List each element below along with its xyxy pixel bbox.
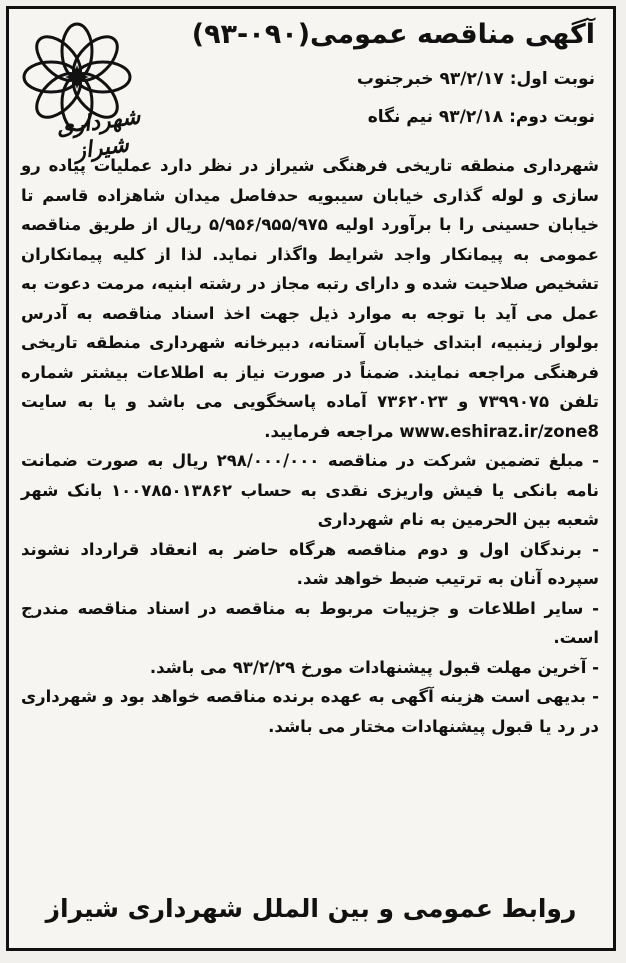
second-round-line: نوبت دوم: ۹۳/۲/۱۸ نیم نگاه [367,107,595,127]
notice-title: آگهی مناقصه عمومی(۰۹۰-۹۳) [191,19,595,50]
website-link[interactable]: www.eshiraz.ir/zone8 [399,421,599,441]
bullet-guarantee: - مبلغ تضمین شرکت در مناقصه ۲۹۸/۰۰۰/۰۰۰ ریال به صورت ضمانت نامه بانکی یا فیش واریزی نقدی به حساب ۱۰۰۷۸۵۰۱۳۸۶۲ بانک شهر شعبه بین الحرمین به نام شهرداری [21,451,600,529]
notice-body [21,151,599,741]
bullet-details: - سایر اطلاعات و جزییات مربوط به مناقصه در اسناد مناقصه مندرج است. [21,598,599,647]
municipality-logo [15,19,165,169]
bullet-deadline: - آخرین مهلت قبول پیشنهادات مورخ ۹۳/۲/۲۹ می باشد. [149,657,599,677]
footer-signature: روابط عمومی و بین الملل شهرداری شیراز [45,894,577,923]
main-paragraph-text: شهرداری منطقه تاریخی فرهنگی شیراز در نظر دارد عملیات پیاده رو سازی و لوله گذاری خیابان سیبویه حدفاصل میدان شاهزاده قاسم تا خیابان حسینی را با برآورد اولیه ۵/۹۵۶/۹۵۵/۹۷۵ ریال از طریق مناقصه عمومی به پیمانکار واجد شرایط واگذار نماید. لذا از کلیه پیمانکاران تشخیص صلاحیت شده و دارای رتبه مجاز در رشته ابنیه، مرمت دعوت به عمل می آید با توجه به موارد ذیل جهت اخذ اسناد مناقصه به آدرس بولوار زینبیه، ابتدای خیابان آستانه، دبیرخانه شهرداری منطقه تاریخی فرهنگی مراجعه نمایند. ضمناً در صورت نیاز به اطلاعات بیشتر شماره تلفن ۷۳۹۹۰۷۵ و ۷۳۶۲۰۲۳ آماده پاسخگویی می باشد و یا به سایت [21,156,600,411]
bullet-cost: - بدیهی است هزینه آگهی به عهده برنده مناقصه خواهد بود و شهرداری در رد یا قبول پیشنهادات مختار می باشد. [21,687,599,736]
bullet-winners: - برندگان اول و دوم مناقصه هرگاه حاضر به انعقاد قرارداد نشوند سپرده آنان به ترتیب ضبط خواهد شد. [21,539,599,588]
logo-text: شهرداری شیراز [54,103,142,165]
first-round-line: نوبت اول: ۹۳/۲/۱۷ خبرجنوب [356,69,595,89]
notice-frame [6,6,616,951]
refer-text: مراجعه فرمایید. [264,421,394,441]
main-paragraph [21,151,599,446]
